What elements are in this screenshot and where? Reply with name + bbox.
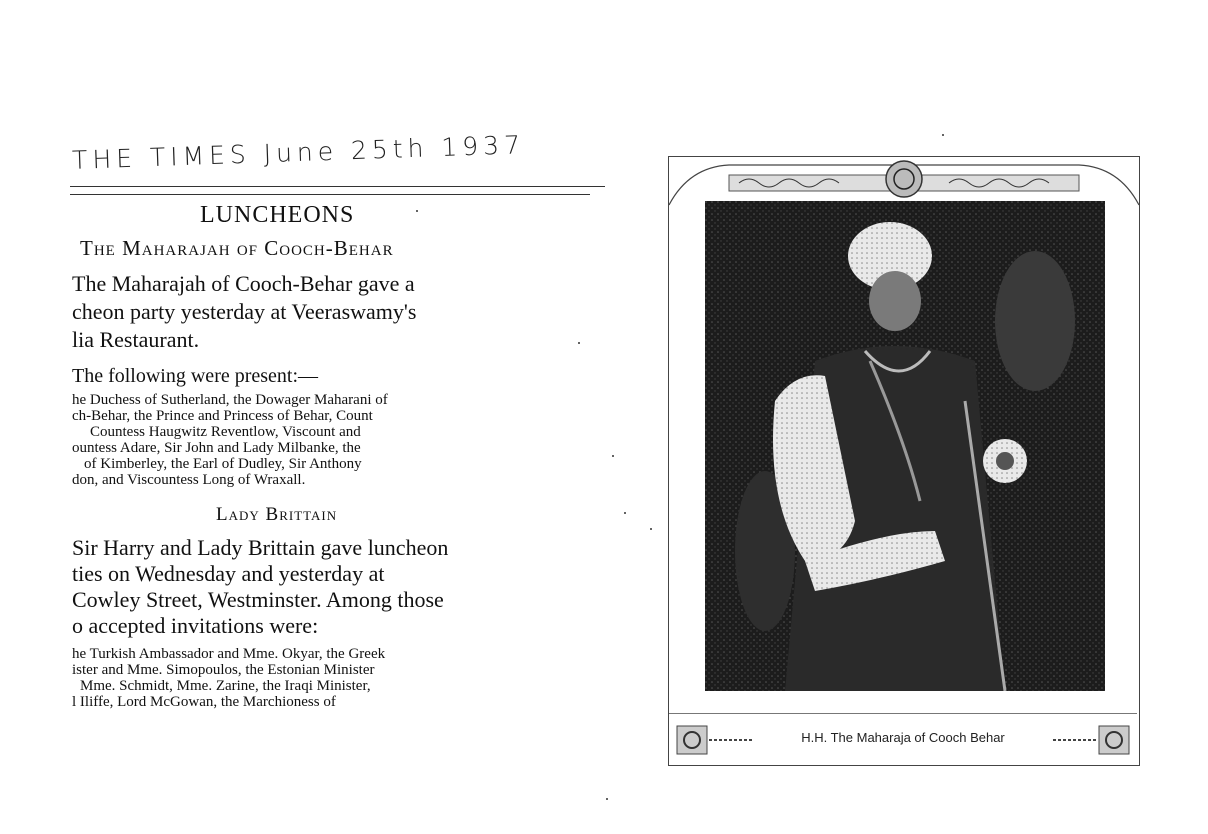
section2-lead-line: Sir Harry and Lady Brittain gave luncheon [72,535,449,560]
section-title-lady-brittain: Lady Brittain [216,504,338,525]
section1-list-line: he Duchess of Sutherland, the Dowager Maharani of [72,392,388,408]
section2-list-line: Mme. Schmidt, Mme. Zarine, the Iraqi Minister, [80,678,371,694]
section-title-maharajah: The Maharajah of Cooch-Behar [80,236,394,260]
scan-speck [416,210,418,212]
right-ornament-icon [1051,722,1131,758]
scan-speck [942,134,944,136]
section1-lead-line: lia Restaurant. [72,327,200,352]
section1-lead-line: The Maharajah of Cooch-Behar gave a [72,271,415,296]
section1-list-line: of Kimberley, the Earl of Dudley, Sir Anthony [84,456,362,472]
section1-list-line: ountess Adare, Sir John and Lady Milbanke, the [72,440,361,456]
section2-list-line: he Turkish Ambassador and Mme. Okyar, the Greek [72,646,386,662]
scan-speck [612,455,614,457]
maharaja-photograph [705,201,1105,691]
section2-list-line: ister and Mme. Simopoulos, the Estonian Minister [72,662,375,678]
section2-lead-line: Cowley Street, Westminster. Among those [72,587,444,612]
section1-list-line: Countess Haugwitz Reventlow, Viscount and [90,424,361,440]
ornamental-arch [669,157,1139,207]
caption-band [669,713,1137,764]
portrait-figure [705,201,1105,691]
section1-list-line: ch-Behar, the Prince and Princess of Behar, Count [72,408,373,424]
newspaper-clipping [60,130,620,770]
section2-lead-line: o accepted invitations were: [72,613,319,638]
section2-lead-line: ties on Wednesday and yesterday at [72,561,385,586]
portrait-plate [668,156,1140,766]
scan-speck [578,342,580,344]
scan-speck [606,798,608,800]
column-rule [70,194,590,195]
section1-list-line: don, and Viscountess Long of Wraxall. [72,472,306,488]
handwritten-source-note: THE TIMES June 25th 1937 [71,130,526,175]
section1-lead-line: cheon party yesterday at Veeraswamy's [72,299,417,324]
column-heading: LUNCHEONS [200,202,355,228]
section1-intro: The following were present:— [72,365,319,387]
scan-speck [624,512,626,514]
header-rule [70,186,605,187]
section2-list-line: l Iliffe, Lord McGowan, the Marchioness of [72,694,336,710]
scan-speck [650,528,652,530]
portrait-caption: H.H. The Maharaja of Cooch Behar [801,730,1005,745]
